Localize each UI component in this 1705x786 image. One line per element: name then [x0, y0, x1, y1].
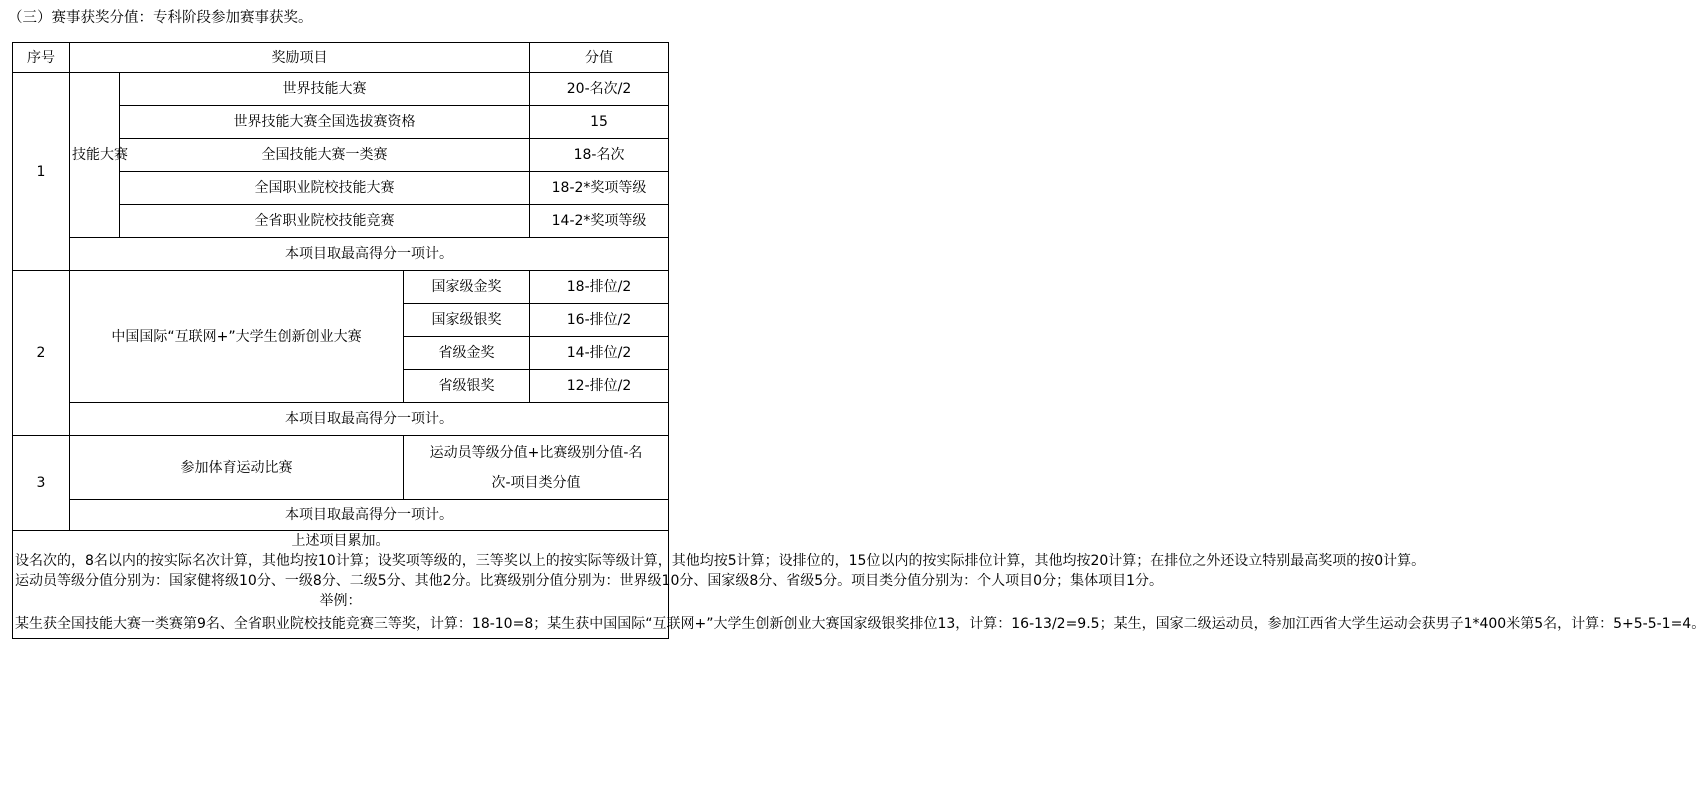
table-row [13, 271, 669, 304]
item-score: 20-名次/2 [530, 73, 669, 106]
award-level: 国家级银奖 [404, 304, 530, 337]
group-note: 本项目取最高得分一项计。 [70, 403, 669, 436]
category-cell: 技能大赛 [70, 73, 120, 238]
group-note-row [13, 403, 669, 436]
item-score: 18-排位/2 [530, 271, 669, 304]
header-row [13, 43, 669, 73]
competition-name: 参加体育运动比赛 [70, 436, 404, 500]
score-formula-line-1: 运动员等级分值+比赛级别分值-名 [429, 444, 643, 461]
header-item: 奖励项目 [70, 43, 530, 73]
header-score: 分值 [530, 43, 669, 73]
group-note-row [13, 238, 669, 271]
score-formula-line-2: 次-项目类分值 [491, 474, 581, 491]
item-name: 世界技能大赛全国选拔赛资格 [120, 106, 530, 139]
item-name: 全国职业院校技能大赛 [120, 172, 530, 205]
footnote-rule-2: 运动员等级分值分别为：国家健将级10分、一级8分、二级5分、其他2分。比赛级别分值分别为：世界级10分、国家级8分、省级5分。项目类分值分别为：个人项目0分；集体项目1分。 [15, 573, 1163, 589]
footnote-rule-1: 设名次的，8名以内的按实际名次计算，其他均按10计算；设奖项等级的，三等奖以上的按实际等级计算，其他均按5计算；设排位的，15位以内的按实际排位计算，其他均按20计算；在排位之外还设立特别最高奖项的按0计算。 [15, 553, 1426, 569]
competition-name: 中国国际“互联网+”大学生创新创业大赛 [70, 271, 404, 403]
group-note-row [13, 500, 669, 531]
footnote-summary: 上述项目累加。 [291, 533, 390, 549]
table-row [13, 436, 669, 500]
item-score [404, 436, 669, 500]
section-heading: （三）赛事获奖分值：专科阶段参加赛事获奖。 [8, 10, 313, 26]
item-score: 18-名次 [530, 139, 669, 172]
footnote-example: 某生获全国技能大赛一类赛第9名、全省职业院校技能竞赛三等奖，计算：18-10=8；某生获中国国际“互联网+”大学生创新创业大赛国家级银奖排位13，计算：16-13/2=9.5；某生，国家二级运动员，参加江西省大学生运动会获男子1*400米第5名，计算：5+5-5-1=4。 [15, 616, 1705, 632]
row-number: 3 [13, 436, 70, 531]
footnote-example-label: 举例： [319, 593, 362, 609]
award-level: 省级金奖 [404, 337, 530, 370]
item-name: 全省职业院校技能竞赛 [120, 205, 530, 238]
item-name: 全国技能大赛一类赛 [120, 139, 530, 172]
header-no: 序号 [13, 43, 70, 73]
footnote-cell [13, 531, 1705, 639]
footnote-row [13, 531, 669, 639]
group-note: 本项目取最高得分一项计。 [70, 238, 669, 271]
item-score: 12-排位/2 [530, 370, 669, 403]
group-note: 本项目取最高得分一项计。 [70, 500, 669, 531]
row-number: 1 [13, 73, 70, 271]
item-score: 16-排位/2 [530, 304, 669, 337]
item-name: 世界技能大赛 [120, 73, 530, 106]
item-score: 14-排位/2 [530, 337, 669, 370]
item-score: 18-2*奖项等级 [530, 172, 669, 205]
table-row [13, 73, 669, 106]
item-score: 14-2*奖项等级 [530, 205, 669, 238]
row-number: 2 [13, 271, 70, 436]
award-level: 省级银奖 [404, 370, 530, 403]
award-score-table [12, 42, 1705, 639]
award-level: 国家级金奖 [404, 271, 530, 304]
item-score: 15 [530, 106, 669, 139]
